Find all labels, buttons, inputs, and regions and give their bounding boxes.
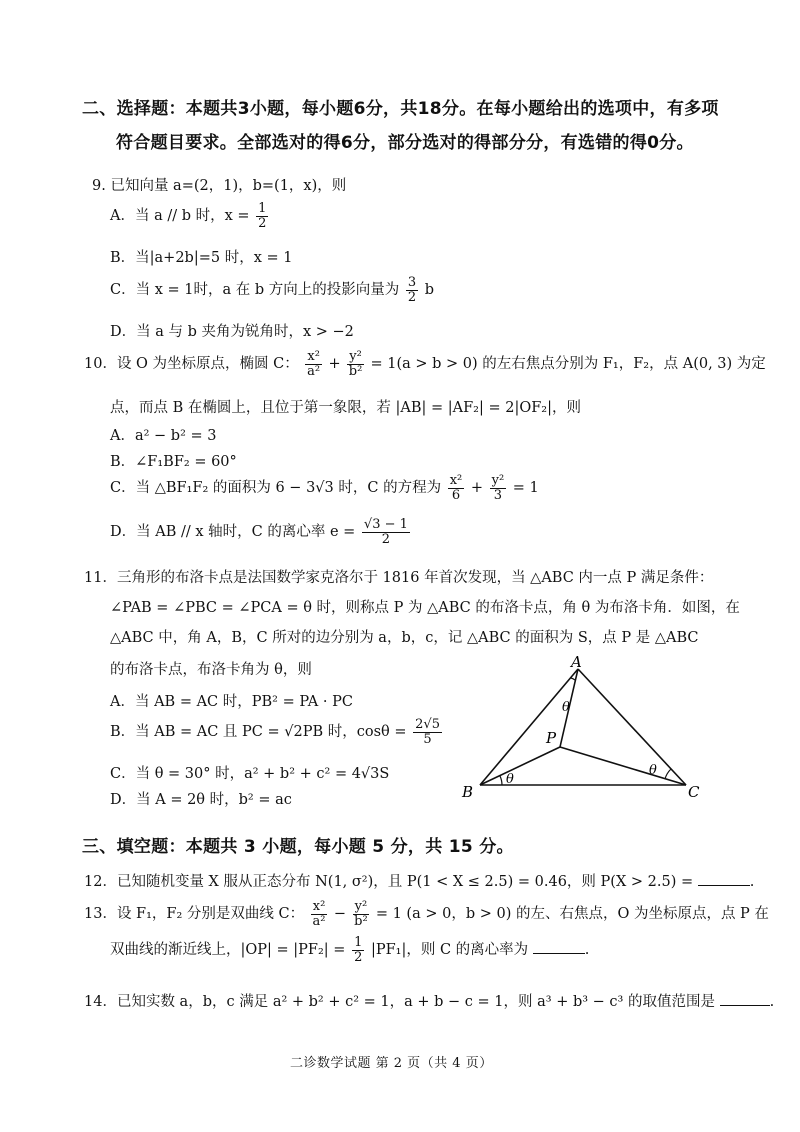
fraction-denominator: 2 — [407, 289, 417, 305]
q11-option-b-fraction — [413, 718, 442, 746]
fraction-denominator: b² — [348, 363, 363, 379]
q13-fraction-x — [311, 900, 328, 928]
q10-option-d — [110, 518, 412, 546]
fraction-numerator: y² — [349, 349, 362, 364]
q13-line2-pre: 双曲线的渐近线上，|OP| = |PF₂| = — [110, 942, 346, 959]
q11-option-a: A．当 AB = AC 时，PB² = PA · PC — [110, 694, 353, 710]
fraction-numerator: x² — [449, 473, 463, 488]
q9-option-c-text: C．当 x = 1时，a 在 b 方向上的投影向量为 — [110, 282, 400, 299]
angle-arc-a — [571, 678, 575, 680]
q10-option-a: A．a² − b² = 3 — [110, 428, 217, 444]
q10-option-d-fraction — [362, 518, 410, 546]
q9-stem: 9. 已知向量 a=(2，1)，b=(1，x)，则 — [92, 178, 347, 194]
point-label-p: P — [546, 729, 557, 747]
q9-option-a — [110, 202, 270, 230]
fraction-denominator: 5 — [423, 731, 432, 747]
q10-option-d-pre: D．当 AB // x 轴时，C 的离心率 e = — [110, 524, 356, 541]
q11-stem-line4: 的布洛卡点，布洛卡角为 θ，则 — [110, 662, 312, 678]
q10-stem-pre: 10．设 O 为坐标原点，椭圆 C： — [84, 356, 299, 373]
segment-pb — [480, 747, 560, 785]
vertex-label-b: B — [462, 783, 474, 801]
fraction-numerator: 1 — [354, 935, 363, 950]
q11-stem-line2: ∠PAB = ∠PBC = ∠PCA = θ 时，则称点 P 为 △ABC 的布洛卡点，角 θ 为布洛卡角．如图，在 — [110, 600, 740, 616]
q13-fraction-y — [353, 900, 370, 928]
q11-option-d: D．当 A = 2θ 时，b² = ac — [110, 792, 292, 808]
q10-option-c-pre: C．当 △BF₁F₂ 的面积为 6 − 3√3 时，C 的方程为 — [110, 480, 442, 497]
fraction-numerator: y² — [491, 473, 505, 488]
q11-stem-line1: 11．三角形的布洛卡点是法国数学家克洛尔于 1816 年首次发现，当 △ABC 内一点 P 满足条件： — [84, 570, 714, 586]
q10-stem-line2: 点，而点 B 在椭圆上，且位于第一象限，若 |AB| = |AF₂| = 2|OF₂|，则 — [110, 400, 581, 416]
q11-option-c: C．当 θ = 30° 时，a² + b² + c² = 4√3S — [110, 766, 390, 782]
q9-option-a-fraction — [256, 202, 268, 230]
q9-option-c-after: b — [424, 282, 435, 299]
q9-option-c-fraction — [406, 276, 418, 304]
page-footer: 二诊数学试题 第 2 页（共 4 页） — [290, 1056, 493, 1071]
fraction-numerator: √3 − 1 — [363, 517, 408, 532]
angle-arc-b — [500, 776, 502, 785]
q13-line1 — [84, 900, 769, 928]
q11-option-b — [110, 718, 444, 746]
q10-option-b: B．∠F₁BF₂ = 60° — [110, 454, 237, 470]
triangle-side-ab — [480, 669, 578, 785]
q9-option-b: B．当|a+2b|=5 时，x = 1 — [110, 250, 293, 266]
q10-stem-fraction-y — [347, 350, 364, 378]
theta-label-b: θ — [506, 772, 514, 787]
q12-answer-blank — [698, 871, 750, 887]
vertex-label-c: C — [688, 783, 700, 801]
q10-stem-fraction-x — [305, 350, 322, 378]
fraction-denominator: 2 — [258, 215, 267, 231]
q12-text: 12．已知随机变量 X 服从正态分布 N(1, σ²)，且 P(1 < X ≤ 2.5) = 0.46，则 P(X > 2.5) = — [84, 874, 694, 890]
q13-minus: − — [333, 906, 347, 923]
fraction-denominator: a² — [312, 913, 326, 929]
angle-arc-c — [665, 769, 671, 779]
vertex-label-a: A — [571, 655, 582, 671]
fraction-denominator: 2 — [381, 531, 391, 547]
q11-stem-line3: △ABC 中，角 A，B，C 所对的边分别为 a，b，c，记 △ABC 的面积为 S，点 P 是 △ABC — [110, 630, 699, 646]
fraction-numerator: 1 — [258, 201, 267, 216]
q10-stem-plus: + — [328, 356, 341, 373]
q9-option-a-text: A．当 a // b 时，x = — [110, 208, 250, 225]
triangle-side-ca — [578, 669, 686, 785]
q13-end: . — [584, 942, 590, 959]
fraction-denominator: 3 — [493, 487, 503, 503]
fraction-numerator: x² — [307, 349, 320, 364]
q9-option-c — [110, 276, 434, 304]
q10-option-c-plus: + — [470, 480, 483, 497]
fraction-numerator: x² — [312, 899, 326, 914]
section-2-title-line2: 符合题目要求。全部选对的得6分，部分选对的得部分分，有选错的得0分。 — [116, 133, 694, 153]
q10-stem-post: = 1(a > b > 0) 的左右焦点分别为 F₁，F₂，点 A(0, 3) 为定 — [370, 356, 766, 373]
segment-pc — [560, 747, 686, 785]
q13-line2-post: |PF₁|，则 C 的离心率为 — [370, 942, 529, 959]
fraction-numerator: 2√5 — [415, 717, 440, 732]
q12-end: . — [749, 874, 755, 890]
q14-end: . — [769, 994, 775, 1010]
q11-option-b-pre: B．当 AB = AC 且 PC = √2PB 时，cosθ = — [110, 724, 407, 741]
q10-option-c-post: = 1 — [512, 480, 539, 497]
q14 — [84, 990, 774, 1011]
q12 — [84, 870, 754, 891]
q9-option-d: D．当 a 与 b 夹角为锐角时，x > −2 — [110, 324, 354, 340]
fraction-denominator: b² — [354, 913, 368, 929]
q13-answer-blank — [533, 939, 585, 955]
q14-text: 14．已知实数 a，b，c 满足 a² + b² + c² = 1，a + b − c = 1，则 a³ + b³ − c³ 的取值范围是 — [84, 994, 715, 1010]
q14-answer-blank — [720, 991, 770, 1007]
fraction-numerator: y² — [354, 899, 368, 914]
q10-stem — [84, 350, 766, 378]
brocard-triangle-figure — [450, 655, 720, 805]
q10-option-c — [110, 474, 539, 502]
fraction-denominator: 6 — [451, 487, 461, 503]
q13-post: = 1 (a > 0，b > 0) 的左、右焦点，O 为坐标原点，点 P 在 — [375, 906, 769, 923]
section-3-title: 三、填空题：本题共 3 小题，每小题 5 分，共 15 分。 — [82, 837, 514, 857]
fraction-numerator: 3 — [407, 275, 417, 290]
section-2-title-line1: 二、选择题：本题共3小题，每小题6分，共18分。在每小题给出的选项中，有多项 — [82, 99, 719, 119]
q10-option-c-fraction-y — [490, 474, 507, 502]
q13-line2 — [110, 936, 589, 964]
q13-line2-fraction — [352, 936, 364, 964]
theta-label-a: θ — [562, 700, 570, 715]
q10-option-c-fraction-x — [448, 474, 465, 502]
q13-pre: 13．设 F₁，F₂ 分别是双曲线 C： — [84, 906, 305, 923]
fraction-denominator: a² — [307, 363, 321, 379]
fraction-denominator: 2 — [354, 949, 363, 965]
theta-label-c: θ — [649, 763, 657, 778]
